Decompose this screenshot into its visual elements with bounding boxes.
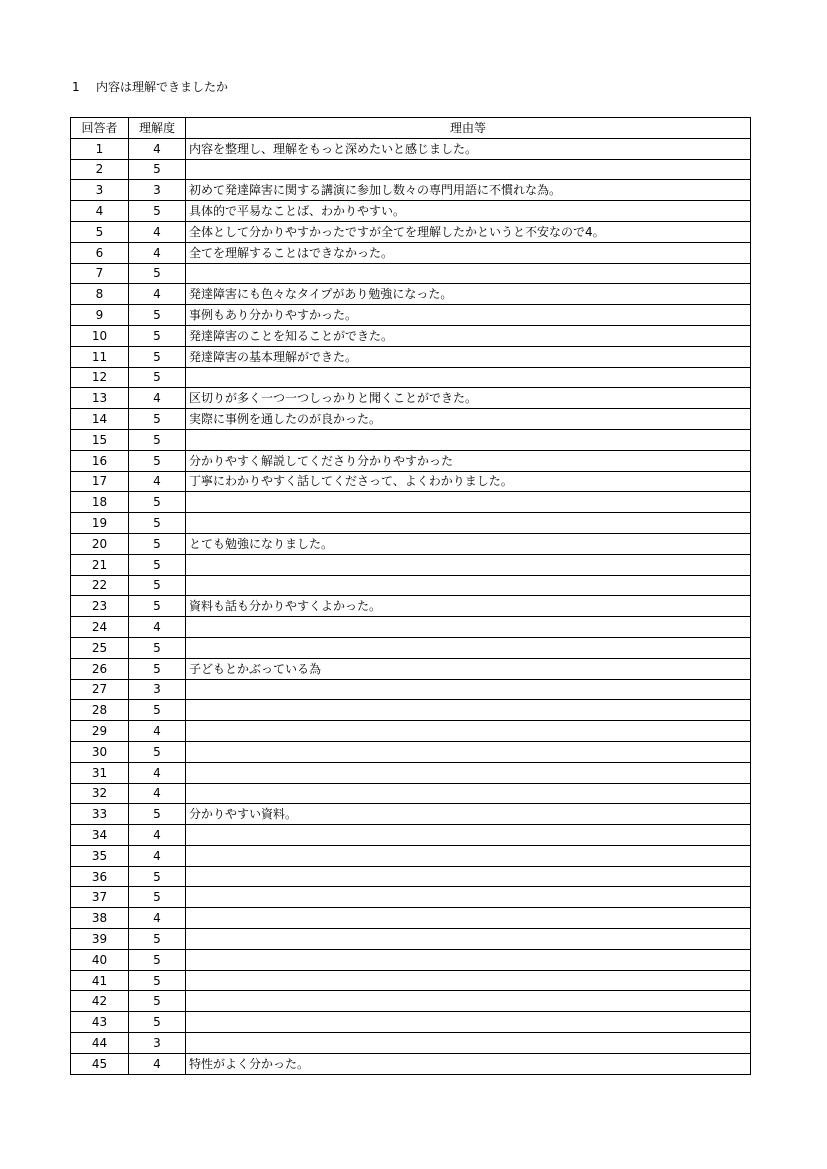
understanding-cell: 5 [129,492,186,513]
respondent-cell: 42 [71,991,129,1012]
respondent-cell: 28 [71,700,129,721]
understanding-cell: 4 [129,471,186,492]
reason-cell: 初めて発達障害に関する講演に参加し数々の専門用語に不慣れな為。 [186,180,751,201]
respondent-cell: 21 [71,554,129,575]
section-number: 1 [72,80,80,94]
table-row [71,221,751,242]
respondent-cell: 10 [71,325,129,346]
reason-cell [186,679,751,700]
respondent-cell: 39 [71,929,129,950]
reason-cell: 分かりやすい資料。 [186,804,751,825]
respondent-cell: 4 [71,201,129,222]
reason-cell [186,1012,751,1033]
table-row [71,804,751,825]
understanding-cell: 5 [129,554,186,575]
respondent-cell: 2 [71,159,129,180]
reason-cell: 発達障害のことを知ることができた。 [186,325,751,346]
table-row [71,138,751,159]
understanding-cell: 5 [129,991,186,1012]
table-row [71,242,751,263]
respondent-cell: 34 [71,825,129,846]
reason-cell: 内容を整理し、理解をもっと深めたいと感じました。 [186,138,751,159]
section-title: 内容は理解できましたか [96,80,229,94]
reason-cell: 全てを理解することはできなかった。 [186,242,751,263]
understanding-cell: 5 [129,533,186,554]
respondent-cell: 20 [71,533,129,554]
respondent-cell: 19 [71,513,129,534]
understanding-cell: 5 [129,1012,186,1033]
understanding-cell: 5 [129,700,186,721]
respondent-cell: 23 [71,596,129,617]
table-row [71,159,751,180]
reason-cell [186,741,751,762]
table-row [71,637,751,658]
respondent-cell: 31 [71,762,129,783]
reason-cell [186,513,751,534]
reason-cell [186,700,751,721]
respondent-cell: 16 [71,450,129,471]
understanding-cell: 5 [129,887,186,908]
reason-cell [186,554,751,575]
reason-cell [186,887,751,908]
respondent-cell: 5 [71,221,129,242]
respondent-cell: 37 [71,887,129,908]
reason-cell: 全体として分かりやすかったですが全てを理解したかというと不安なので4。 [186,221,751,242]
respondent-cell: 44 [71,1033,129,1054]
understanding-cell: 4 [129,138,186,159]
table-body [71,138,751,1074]
table-row [71,471,751,492]
reason-cell [186,263,751,284]
understanding-cell: 5 [129,970,186,991]
understanding-cell: 4 [129,721,186,742]
reason-cell [186,762,751,783]
respondent-cell: 27 [71,679,129,700]
understanding-cell: 5 [129,409,186,430]
respondent-cell: 33 [71,804,129,825]
understanding-cell: 5 [129,201,186,222]
understanding-cell: 5 [129,429,186,450]
table-row [71,991,751,1012]
table-row [71,388,751,409]
respondent-cell: 45 [71,1053,129,1074]
understanding-cell: 5 [129,159,186,180]
respondent-cell: 7 [71,263,129,284]
reason-cell [186,367,751,388]
respondent-cell: 15 [71,429,129,450]
understanding-cell: 4 [129,617,186,638]
understanding-cell: 5 [129,658,186,679]
reason-cell: 実際に事例を通したのが良かった。 [186,409,751,430]
understanding-cell: 5 [129,949,186,970]
respondent-cell: 11 [71,346,129,367]
reason-cell: 分かりやすく解説してくださり分かりやすかった [186,450,751,471]
table-row [71,762,751,783]
reason-cell [186,825,751,846]
table-row [71,721,751,742]
table-row [71,783,751,804]
header-understanding: 理解度 [129,118,186,139]
table-row [71,617,751,638]
respondent-cell: 12 [71,367,129,388]
reason-cell: 事例もあり分かりやすかった。 [186,305,751,326]
table-header-row [71,118,751,139]
respondent-cell: 35 [71,845,129,866]
table-row [71,554,751,575]
table-row [71,679,751,700]
understanding-cell: 4 [129,783,186,804]
table-row [71,305,751,326]
understanding-cell: 5 [129,929,186,950]
reason-cell [186,991,751,1012]
reason-cell [186,908,751,929]
table-row [71,908,751,929]
table-row [71,492,751,513]
respondent-cell: 18 [71,492,129,513]
header-reason: 理由等 [186,118,751,139]
reason-cell [186,159,751,180]
table-row [71,1053,751,1074]
respondent-cell: 43 [71,1012,129,1033]
reason-cell [186,929,751,950]
reason-cell: 特性がよく分かった。 [186,1053,751,1074]
table-row [71,429,751,450]
respondent-cell: 36 [71,866,129,887]
reason-cell [186,866,751,887]
understanding-cell: 5 [129,741,186,762]
table-row [71,409,751,430]
understanding-cell: 4 [129,762,186,783]
understanding-cell: 4 [129,221,186,242]
table-row [71,866,751,887]
reason-cell: 具体的で平易なことば、わかりやすい。 [186,201,751,222]
understanding-cell: 4 [129,388,186,409]
respondent-cell: 14 [71,409,129,430]
understanding-cell: 4 [129,1053,186,1074]
respondent-cell: 29 [71,721,129,742]
table-row [71,367,751,388]
understanding-cell: 3 [129,679,186,700]
respondent-cell: 26 [71,658,129,679]
respondent-cell: 17 [71,471,129,492]
section-heading [72,79,228,95]
respondent-cell: 32 [71,783,129,804]
table-row [71,887,751,908]
understanding-cell: 3 [129,1033,186,1054]
respondent-cell: 40 [71,949,129,970]
reason-cell: 子どもとかぶっている為 [186,658,751,679]
table-row [71,845,751,866]
reason-cell [186,617,751,638]
table-row [71,263,751,284]
table-row [71,575,751,596]
understanding-cell: 5 [129,513,186,534]
understanding-cell: 5 [129,596,186,617]
reason-cell: 発達障害にも色々なタイプがあり勉強になった。 [186,284,751,305]
table-row [71,741,751,762]
reason-cell [186,575,751,596]
understanding-cell: 5 [129,263,186,284]
reason-cell: 資料も話も分かりやすくよかった。 [186,596,751,617]
table-row [71,596,751,617]
understanding-cell: 4 [129,284,186,305]
table-row [71,825,751,846]
table-row [71,949,751,970]
table-row [71,658,751,679]
respondent-cell: 41 [71,970,129,991]
understanding-cell: 5 [129,637,186,658]
understanding-cell: 3 [129,180,186,201]
table-row [71,180,751,201]
understanding-cell: 5 [129,346,186,367]
respondent-cell: 25 [71,637,129,658]
understanding-cell: 4 [129,845,186,866]
table-row [71,700,751,721]
table-row [71,533,751,554]
respondent-cell: 13 [71,388,129,409]
respondent-cell: 22 [71,575,129,596]
table-row [71,325,751,346]
header-respondent: 回答者 [71,118,129,139]
understanding-cell: 5 [129,305,186,326]
reason-cell [186,949,751,970]
understanding-cell: 5 [129,450,186,471]
reason-cell [186,845,751,866]
table-row [71,513,751,534]
reason-cell: 区切りが多く一つ一つしっかりと聞くことができた。 [186,388,751,409]
respondent-cell: 30 [71,741,129,762]
respondent-cell: 3 [71,180,129,201]
understanding-cell: 4 [129,825,186,846]
respondent-cell: 9 [71,305,129,326]
reason-cell [186,970,751,991]
respondent-cell: 24 [71,617,129,638]
understanding-cell: 5 [129,367,186,388]
table-row [71,284,751,305]
reason-cell: 丁寧にわかりやすく話してくださって、よくわかりました。 [186,471,751,492]
understanding-cell: 5 [129,866,186,887]
reason-cell [186,492,751,513]
table-row [71,450,751,471]
table-row [71,1033,751,1054]
respondent-cell: 8 [71,284,129,305]
reason-cell [186,429,751,450]
understanding-cell: 5 [129,325,186,346]
understanding-cell: 5 [129,575,186,596]
respondent-cell: 6 [71,242,129,263]
survey-results-table [70,117,751,1075]
respondent-cell: 38 [71,908,129,929]
reason-cell [186,1033,751,1054]
reason-cell: とても勉強になりました。 [186,533,751,554]
understanding-cell: 4 [129,908,186,929]
respondent-cell: 1 [71,138,129,159]
reason-cell [186,783,751,804]
reason-cell: 発達障害の基本理解ができた。 [186,346,751,367]
reason-cell [186,721,751,742]
table-row [71,929,751,950]
table-row [71,970,751,991]
table-row [71,346,751,367]
table-row [71,201,751,222]
reason-cell [186,637,751,658]
understanding-cell: 5 [129,804,186,825]
understanding-cell: 4 [129,242,186,263]
table-row [71,1012,751,1033]
